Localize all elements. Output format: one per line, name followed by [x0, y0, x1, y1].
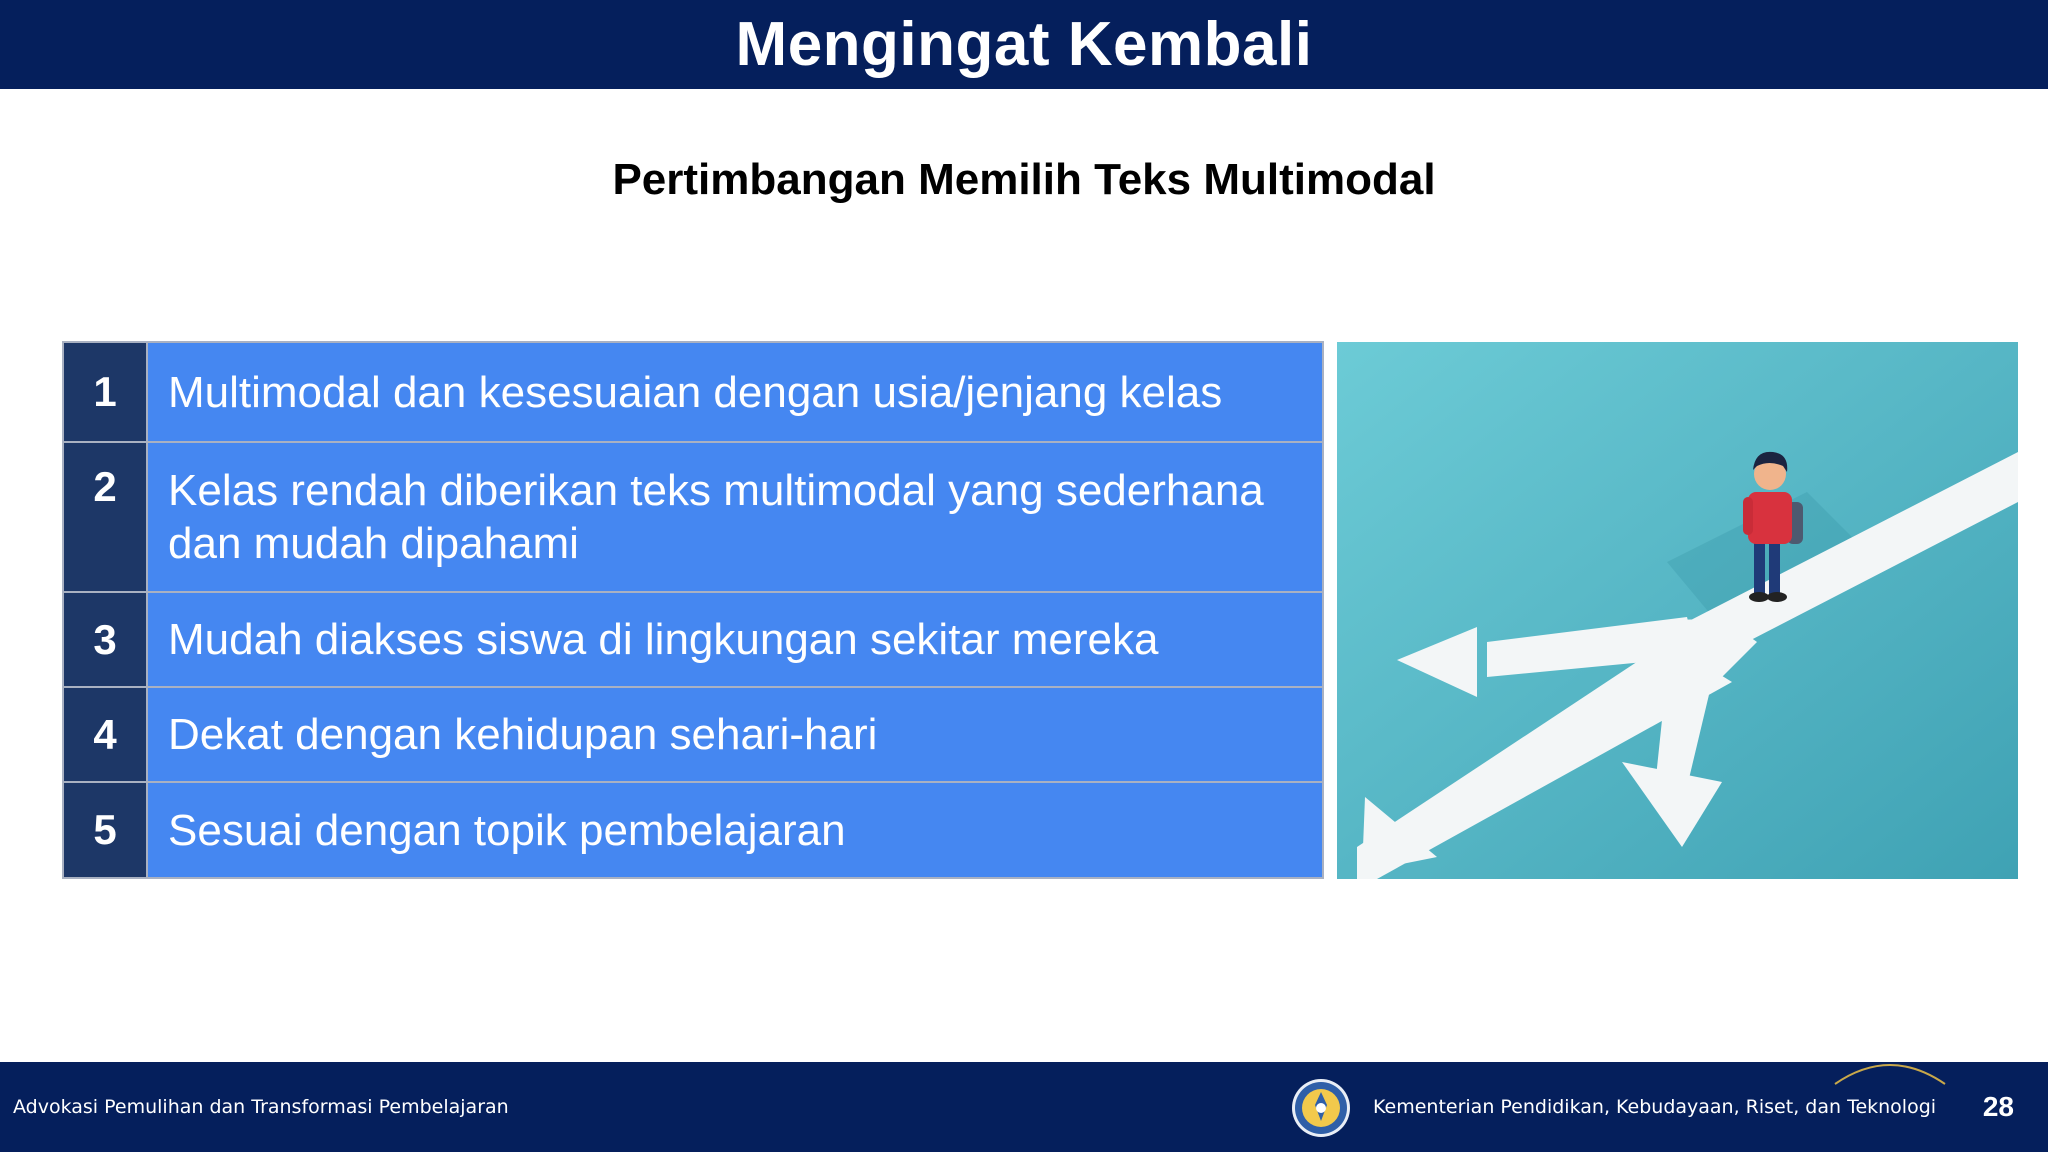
page-number: 28 — [1982, 1091, 2014, 1122]
table-row — [63, 442, 1323, 592]
ministry-emblem-icon — [1290, 1077, 1352, 1139]
title-bar — [0, 0, 2048, 89]
considerations-table — [62, 341, 1324, 879]
slide-subtitle: Pertimbangan Memilih Teks Multimodal — [612, 155, 1436, 204]
item-number: 4 — [63, 687, 147, 782]
table-row — [63, 592, 1323, 687]
footer-program-name: Advokasi Pemulihan dan Transformasi Pembelajaran — [13, 1096, 509, 1118]
table-row — [63, 342, 1323, 442]
item-text: Kelas rendah diberikan teks multimodal yang sederhana dan mudah dipahami — [147, 442, 1323, 592]
item-number: 5 — [63, 782, 147, 878]
slide-title: Mengingat Kembali — [735, 9, 1313, 79]
person-at-crossroads-illustration — [1337, 342, 2018, 879]
item-number: 3 — [63, 592, 147, 687]
item-number: 1 — [63, 342, 147, 442]
table-row — [63, 782, 1323, 878]
item-text: Mudah diakses siswa di lingkungan sekitar mereka — [147, 592, 1323, 687]
item-text: Sesuai dengan topik pembelajaran — [147, 782, 1323, 878]
item-text: Dekat dengan kehidupan sehari-hari — [147, 687, 1323, 782]
footer — [0, 1062, 2048, 1152]
table-row — [63, 687, 1323, 782]
footer-ministry-name: Kementerian Pendidikan, Kebudayaan, Riset, dan Teknologi — [1373, 1096, 1937, 1118]
item-number: 2 — [63, 442, 147, 592]
item-text: Multimodal dan kesesuaian dengan usia/jenjang kelas — [147, 342, 1323, 442]
